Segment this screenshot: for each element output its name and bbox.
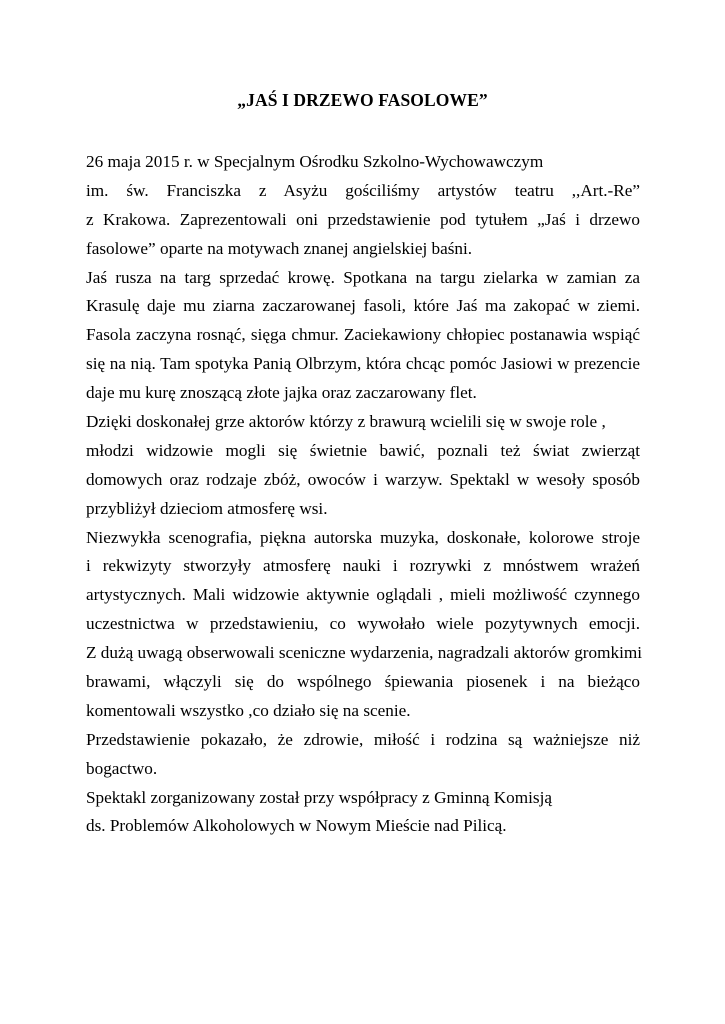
text-line: uczestnictwa w przedstawieniu, co wywołało wiele pozytywnych emocji. [86,614,640,634]
text-line: i rekwizyty stworzyły atmosferę nauki i rozrywki z mnóstwem wrażeń [86,556,640,576]
text-line: 26 maja 2015 r. w Specjalnym Ośrodku Szkolno-Wychowawczym [86,152,544,171]
text-line: artystycznych. Mali widzowie aktywnie oglądali , mieli możliwość czynnego [86,585,640,605]
text-line: Spektakl zorganizowany został przy współpracy z Gminną Komisją [86,787,553,807]
text-line: komentowali wszystko ,co działo się na scenie. [86,700,411,720]
text-line: z Krakowa. Zaprezentowali oni przedstawienie pod tytułem „Jaś i drzewo [86,209,640,229]
text-line: młodzi widzowie mogli się świetnie bawić, poznali też świat zwierząt [86,440,640,460]
text-line: przybliżył dzieciom atmosferę wsi. [86,498,328,518]
text-line: Z dużą uwagą obserwowali sceniczne wydarzenia, nagradzali aktorów gromkimi [86,643,642,663]
text-line: bogactwo. [86,758,158,778]
text-line: domowych oraz rodzaje zbóż, owoców i warzyw. Spektakl w wesoły sposób [86,469,640,489]
text-line: brawami, włączyli się do wspólnego śpiewania piosenek i na bieżąco [86,672,640,692]
text-line: fasolowe” oparte na motywach znanej angielskiej baśni. [86,238,473,258]
text-line: ds. Problemów Alkoholowych w Nowym Mieście nad Pilicą. [86,816,507,836]
text-line: Jaś rusza na targ sprzedać krowę. Spotkana na targu zielarka w zamian za [86,267,640,287]
text-line: się na nią. Tam spotyka Panią Olbrzym, która chcąc pomóc Jasiowi w prezencie [86,354,640,374]
document-body [86,148,640,841]
document-title: „JAŚ I DRZEWO FASOLOWE” [237,90,488,110]
text-line: Niezwykła scenografia, piękna autorska muzyka, doskonałe, kolorowe stroje [86,527,640,547]
text-line: Fasola zaczyna rosnąć, sięga chmur. Zaciekawiony chłopiec postanawia wspiąć [86,325,640,345]
text-line: Przedstawienie pokazało, że zdrowie, miłość i rodzina są ważniejsze niż [86,729,640,749]
text-line: Krasulę daje mu ziarna zaczarowanej fasoli, które Jaś ma zakopać w ziemi. [86,296,640,316]
text-line: Dzięki doskonałej grze aktorów którzy z brawurą wcielili się w swoje role , [86,412,606,432]
text-line: im. św. Franciszka z Asyżu gościliśmy artystów teatru ,,Art.-Re” [86,180,640,200]
text-line: daje mu kurę znoszącą złote jajka oraz zaczarowany flet. [86,383,477,403]
